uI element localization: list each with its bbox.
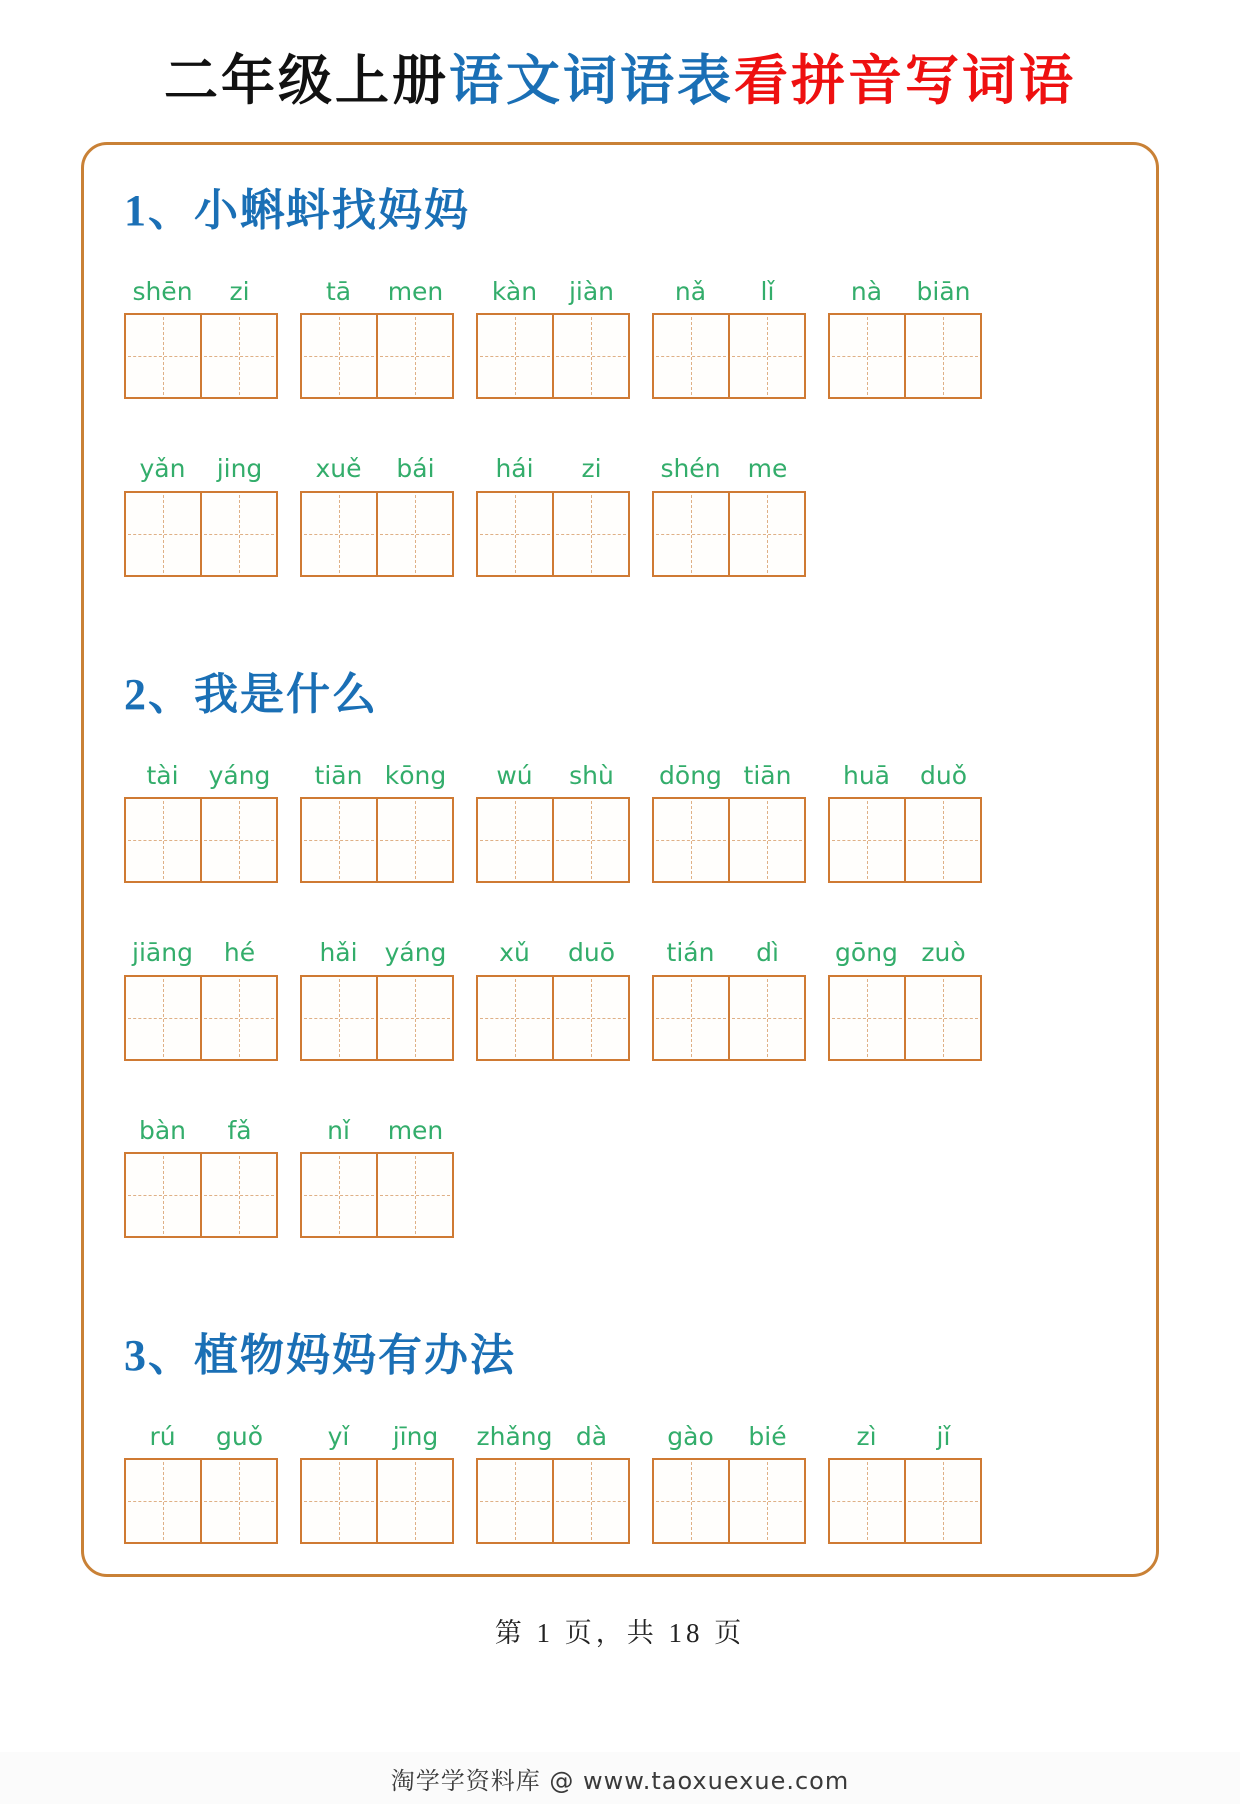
writing-cell <box>200 975 278 1061</box>
writing-box-pair <box>300 797 454 883</box>
writing-cell <box>728 975 806 1061</box>
word-row <box>124 1421 1156 1545</box>
pinyin-syllable: fǎ <box>227 1115 252 1145</box>
word-group <box>300 937 454 1061</box>
pinyin-label <box>124 453 278 486</box>
writing-box-pair <box>828 975 982 1061</box>
word-group <box>300 1421 454 1545</box>
writing-cell <box>476 313 554 399</box>
writing-box-pair <box>652 313 806 399</box>
writing-cell <box>200 491 278 577</box>
pinyin-syllable: shù <box>569 760 614 790</box>
word-group <box>300 760 454 884</box>
writing-box-pair <box>300 975 454 1061</box>
writing-cell <box>376 975 454 1061</box>
writing-cell <box>652 491 730 577</box>
word-group <box>828 937 982 1061</box>
pinyin-syllable: tián <box>666 938 715 968</box>
word-group <box>476 1421 630 1545</box>
word-group <box>476 760 630 884</box>
writing-cell <box>476 1458 554 1544</box>
pinyin-syllable: wú <box>496 760 533 790</box>
writing-box-pair <box>124 1152 278 1238</box>
writing-box-pair <box>476 797 630 883</box>
writing-cell <box>552 797 630 883</box>
writing-cell <box>652 313 730 399</box>
pinyin-syllable: me <box>747 454 788 484</box>
writing-box-pair <box>124 975 278 1061</box>
word-group <box>476 453 630 577</box>
writing-cell <box>124 797 202 883</box>
pinyin-label <box>652 760 806 793</box>
pinyin-label <box>828 276 982 309</box>
pinyin-label <box>652 1421 806 1454</box>
pinyin-syllable: nà <box>850 276 883 306</box>
section-heading: 1、小蝌蚪找妈妈 <box>124 186 470 236</box>
writing-cell <box>904 1458 982 1544</box>
writing-cell <box>652 797 730 883</box>
writing-cell <box>200 1458 278 1544</box>
pinyin-syllable: kōng <box>384 760 447 790</box>
word-group <box>652 453 806 577</box>
watermark-text: 淘学学资料库 @ www.taoxuexue.com <box>390 1766 850 1795</box>
pinyin-syllable: nǎ <box>674 276 707 306</box>
pinyin-label <box>828 760 982 793</box>
pinyin-syllable: yáng <box>208 760 271 790</box>
title-subject-part: 语文词语表 <box>449 51 734 111</box>
writing-cell <box>552 975 630 1061</box>
pinyin-syllable: dōng <box>659 760 722 790</box>
pinyin-syllable: dì <box>756 938 779 968</box>
writing-cell <box>124 491 202 577</box>
pinyin-syllable: jīng <box>392 1421 439 1451</box>
pinyin-label <box>476 760 630 793</box>
writing-cell <box>300 313 378 399</box>
pinyin-syllable: men <box>387 1115 444 1145</box>
writing-cell <box>828 975 906 1061</box>
word-row <box>124 1115 1156 1239</box>
word-group <box>300 276 454 400</box>
lesson-section <box>124 1330 1156 1544</box>
worksheet-body <box>124 185 1156 1544</box>
pinyin-syllable: zi <box>229 276 250 306</box>
writing-box-pair <box>828 797 982 883</box>
pinyin-syllable: dà <box>575 1421 608 1451</box>
page-number: 第 1 页，共 18 页 <box>494 1618 746 1649</box>
section-heading: 2、我是什么 <box>124 669 378 719</box>
pinyin-label <box>476 937 630 970</box>
pinyin-syllable: xǔ <box>499 938 530 968</box>
writing-cell <box>200 1152 278 1238</box>
pinyin-label <box>124 937 278 970</box>
word-group <box>652 276 806 400</box>
pinyin-label <box>300 1115 454 1148</box>
writing-cell <box>200 797 278 883</box>
pinyin-syllable: tài <box>146 760 179 790</box>
writing-cell <box>300 491 378 577</box>
word-group <box>124 937 278 1061</box>
writing-cell <box>652 1458 730 1544</box>
writing-cell <box>376 491 454 577</box>
pinyin-syllable: bàn <box>138 1115 187 1145</box>
writing-box-pair <box>300 1458 454 1544</box>
pinyin-syllable: huā <box>842 760 890 790</box>
word-group <box>652 937 806 1061</box>
writing-box-pair <box>828 1458 982 1544</box>
word-group <box>124 760 278 884</box>
writing-cell <box>376 797 454 883</box>
pinyin-label <box>300 276 454 309</box>
pinyin-syllable: yáng <box>384 938 447 968</box>
word-group <box>300 453 454 577</box>
lesson-section <box>124 669 1156 1238</box>
writing-box-pair <box>652 1458 806 1544</box>
writing-cell <box>200 313 278 399</box>
writing-cell <box>124 975 202 1061</box>
pinyin-syllable: hǎi <box>319 938 358 968</box>
pinyin-label <box>476 453 630 486</box>
pinyin-syllable: xuě <box>315 454 362 484</box>
pinyin-syllable: gōng <box>835 938 898 968</box>
title-task-part: 看拼音写词语 <box>734 51 1076 111</box>
watermark-bar <box>0 1752 1240 1804</box>
pinyin-label <box>300 937 454 970</box>
pinyin-label <box>124 760 278 793</box>
writing-cell <box>728 491 806 577</box>
word-row <box>124 760 1156 884</box>
writing-cell <box>904 797 982 883</box>
writing-cell <box>124 1152 202 1238</box>
word-group <box>828 1421 982 1545</box>
pinyin-syllable: hé <box>223 938 256 968</box>
pinyin-syllable: nǐ <box>327 1115 350 1145</box>
pinyin-label <box>476 276 630 309</box>
writing-box-pair <box>652 797 806 883</box>
writing-box-pair <box>652 975 806 1061</box>
lesson-section <box>124 185 1156 577</box>
pinyin-syllable: jiāng <box>132 938 193 968</box>
pinyin-label <box>828 1421 982 1454</box>
word-group <box>828 276 982 400</box>
writing-box-pair <box>476 313 630 399</box>
writing-cell <box>552 491 630 577</box>
writing-box-pair <box>124 491 278 577</box>
writing-box-pair <box>124 313 278 399</box>
writing-cell <box>728 313 806 399</box>
writing-box-pair <box>476 1458 630 1544</box>
pinyin-label <box>124 276 278 309</box>
writing-cell <box>552 313 630 399</box>
pinyin-syllable: gào <box>667 1421 714 1451</box>
writing-box-pair <box>300 1152 454 1238</box>
word-group <box>300 1115 454 1239</box>
pinyin-syllable: yǎn <box>139 454 186 484</box>
pinyin-syllable: bié <box>748 1421 787 1451</box>
writing-box-pair <box>828 313 982 399</box>
writing-box-pair <box>476 491 630 577</box>
writing-cell <box>728 1458 806 1544</box>
writing-box-pair <box>476 975 630 1061</box>
pinyin-syllable: jǐ <box>936 1421 951 1451</box>
pinyin-syllable: zhǎng <box>476 1421 553 1451</box>
pinyin-syllable: jing <box>216 454 263 484</box>
writing-cell <box>300 1152 378 1238</box>
pinyin-syllable: bái <box>396 454 435 484</box>
word-group <box>124 1115 278 1239</box>
writing-cell <box>652 975 730 1061</box>
word-group <box>124 453 278 577</box>
title-grade-part: 二年级上册 <box>164 51 449 111</box>
writing-cell <box>828 1458 906 1544</box>
pinyin-syllable: yǐ <box>327 1421 350 1451</box>
writing-cell <box>376 1152 454 1238</box>
pinyin-label <box>124 1421 278 1454</box>
pinyin-syllable: rú <box>149 1421 176 1451</box>
writing-box-pair <box>124 797 278 883</box>
writing-cell <box>300 797 378 883</box>
pinyin-syllable: duō <box>567 938 615 968</box>
writing-cell <box>476 491 554 577</box>
writing-cell <box>476 797 554 883</box>
pinyin-syllable: men <box>387 276 444 306</box>
section-heading: 3、植物妈妈有办法 <box>124 1331 516 1381</box>
pinyin-label <box>476 1421 630 1454</box>
word-group <box>124 276 278 400</box>
writing-cell <box>476 975 554 1061</box>
writing-cell <box>124 313 202 399</box>
writing-cell <box>124 1458 202 1544</box>
pinyin-syllable: tā <box>325 276 352 306</box>
pinyin-syllable: jiàn <box>568 276 615 306</box>
writing-cell <box>376 313 454 399</box>
writing-box-pair <box>300 491 454 577</box>
pinyin-label <box>828 937 982 970</box>
writing-cell <box>728 797 806 883</box>
word-group <box>476 276 630 400</box>
writing-cell <box>828 797 906 883</box>
pinyin-syllable: lǐ <box>760 276 775 306</box>
pinyin-label <box>652 276 806 309</box>
pinyin-syllable: biān <box>916 276 971 306</box>
writing-cell <box>828 313 906 399</box>
writing-cell <box>904 975 982 1061</box>
pinyin-syllable: zuò <box>921 938 966 968</box>
pinyin-syllable: duǒ <box>919 760 967 790</box>
pinyin-syllable: kàn <box>491 276 538 306</box>
word-group <box>652 1421 806 1545</box>
writing-box-pair <box>124 1458 278 1544</box>
word-group <box>828 760 982 884</box>
word-group <box>124 1421 278 1545</box>
page-title <box>0 50 1240 112</box>
pinyin-syllable: zi <box>581 454 602 484</box>
word-row <box>124 453 1156 577</box>
pinyin-syllable: hái <box>495 454 534 484</box>
word-row <box>124 937 1156 1061</box>
writing-box-pair <box>652 491 806 577</box>
writing-cell <box>552 1458 630 1544</box>
writing-cell <box>904 313 982 399</box>
pinyin-syllable: shén <box>660 454 721 484</box>
pinyin-syllable: tiān <box>314 760 363 790</box>
writing-cell <box>376 1458 454 1544</box>
pinyin-syllable: zì <box>856 1421 877 1451</box>
writing-cell <box>300 1458 378 1544</box>
word-row <box>124 276 1156 400</box>
pinyin-syllable: tiān <box>743 760 792 790</box>
pinyin-syllable: guǒ <box>215 1421 263 1451</box>
pinyin-label <box>652 453 806 486</box>
pinyin-label <box>124 1115 278 1148</box>
worksheet-frame <box>81 142 1159 1577</box>
pinyin-label <box>652 937 806 970</box>
writing-cell <box>300 975 378 1061</box>
writing-box-pair <box>300 313 454 399</box>
pinyin-label <box>300 453 454 486</box>
pinyin-label <box>300 1421 454 1454</box>
pinyin-syllable: shēn <box>132 276 193 306</box>
word-group <box>652 760 806 884</box>
pinyin-label <box>300 760 454 793</box>
word-group <box>476 937 630 1061</box>
